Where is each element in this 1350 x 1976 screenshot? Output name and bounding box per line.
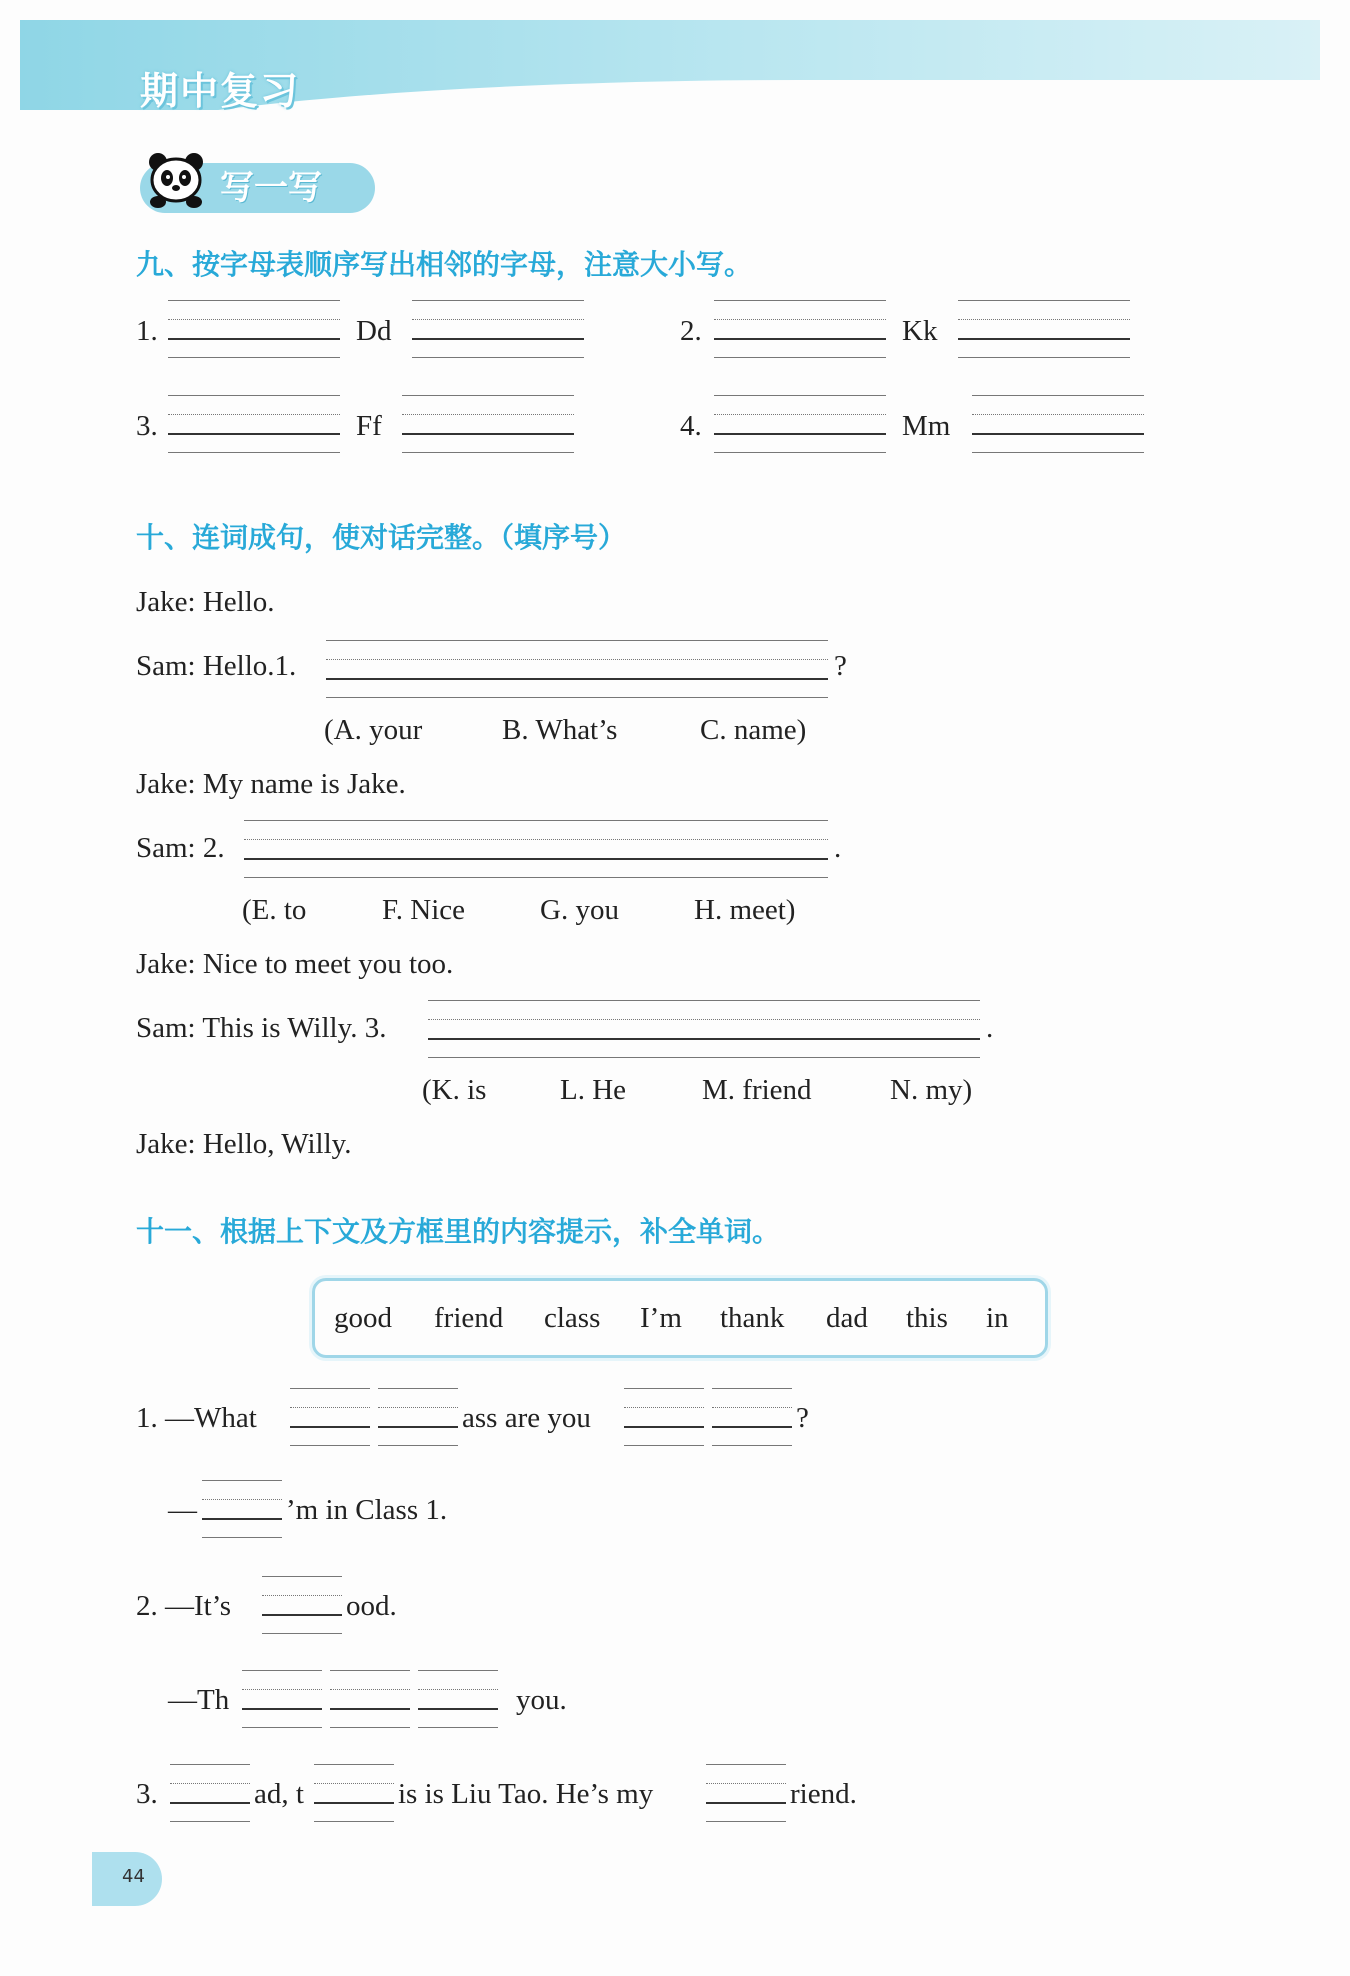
page-number: 44	[122, 1866, 145, 1887]
s11-q2b-blank-1[interactable]	[242, 1670, 322, 1728]
s9-item3-blank-after[interactable]	[402, 395, 574, 453]
s11-q2b-prefix: —Th	[168, 1684, 230, 1716]
s11-q2a-blank[interactable]	[262, 1576, 342, 1634]
word-good: good	[334, 1302, 392, 1334]
dialog-sam-3: Sam: This is Willy. 3.	[136, 1012, 387, 1044]
s9-item4-letter: Mm	[902, 410, 951, 442]
s11-q1a-prefix: 1. —What	[136, 1402, 257, 1434]
s9-item1-blank-after[interactable]	[412, 300, 584, 358]
s11-q3-mid2: is is Liu Tao. He’s my	[398, 1778, 654, 1810]
s9-item2-blank-after[interactable]	[958, 300, 1130, 358]
dialog-sam-1: Sam: Hello.1.	[136, 650, 297, 682]
s9-item1-num: 1.	[136, 315, 158, 347]
dialog-sam-1-end: ?	[834, 650, 847, 682]
s10-q2-option-e: (E. to	[242, 894, 307, 926]
s10-q2-option-f: F. Nice	[382, 894, 466, 926]
s11-q1a-mid: ass are you	[462, 1402, 591, 1434]
s9-item3-blank-before[interactable]	[168, 395, 340, 453]
write-label: 写一写	[220, 168, 322, 208]
s11-q1b-end: ’m in Class 1.	[286, 1494, 448, 1526]
dialog-sam-2: Sam: 2.	[136, 832, 225, 864]
s9-item2-letter: Kk	[902, 315, 938, 347]
s11-q3-blank-1[interactable]	[170, 1764, 250, 1822]
word-class: class	[544, 1302, 601, 1334]
s11-q3-end: riend.	[790, 1778, 857, 1810]
s11-q2b-blank-3[interactable]	[418, 1670, 498, 1728]
s10-q1-option-a: (A. your	[324, 714, 423, 746]
s10-q3-option-m: M. friend	[702, 1074, 812, 1106]
word-thank: thank	[720, 1302, 785, 1334]
word-this: this	[906, 1302, 948, 1334]
s9-item4-blank-after[interactable]	[972, 395, 1144, 453]
s10-q1-option-b: B. What’s	[502, 714, 618, 746]
s10-q3-option-l: L. He	[560, 1074, 627, 1106]
word-dad: dad	[826, 1302, 868, 1334]
s9-item4-blank-before[interactable]	[714, 395, 886, 453]
dialog-jake-4: Jake: Hello, Willy.	[136, 1128, 352, 1160]
s10-answer-2[interactable]	[244, 820, 828, 878]
s9-item1-letter: Dd	[356, 315, 392, 347]
section10-title: 十、连词成句，使对话完整。（填序号）	[136, 521, 627, 554]
header-title: 期中复习	[140, 69, 301, 113]
s11-q3-prefix: 3.	[136, 1778, 158, 1810]
section11-title: 十一、根据上下文及方框里的内容提示，补全单词。	[136, 1215, 781, 1248]
s10-q3-option-k: (K. is	[422, 1074, 487, 1106]
s9-item3-letter: Ff	[356, 410, 382, 442]
s10-answer-1[interactable]	[326, 640, 828, 698]
s10-q2-option-g: G. you	[540, 894, 619, 926]
dialog-jake-3: Jake: Nice to meet you too.	[136, 948, 454, 980]
s9-item2-num: 2.	[680, 315, 702, 347]
s11-q3-blank-3[interactable]	[706, 1764, 786, 1822]
s10-q2-option-h: H. meet)	[694, 894, 796, 926]
word-im: I’m	[640, 1302, 682, 1334]
s10-answer-3[interactable]	[428, 1000, 980, 1058]
s9-item2-blank-before[interactable]	[714, 300, 886, 358]
s11-q2a-end: ood.	[346, 1590, 397, 1622]
s11-q1b-prefix: —	[168, 1494, 197, 1526]
s11-q3-blank-2[interactable]	[314, 1764, 394, 1822]
panda-icon	[144, 150, 208, 210]
s11-q1a-blank-2[interactable]	[378, 1388, 458, 1446]
section9-title: 九、按字母表顺序写出相邻的字母，注意大小写。	[136, 248, 753, 281]
word-friend: friend	[434, 1302, 504, 1334]
s11-q3-mid1: ad, t	[254, 1778, 304, 1810]
dialog-sam-2-end: .	[834, 832, 842, 864]
dialog-sam-3-end: .	[986, 1012, 994, 1044]
s9-item4-num: 4.	[680, 410, 702, 442]
s11-q2b-end: you.	[516, 1684, 567, 1716]
dialog-jake-1: Jake: Hello.	[136, 586, 275, 618]
s9-item3-num: 3.	[136, 410, 158, 442]
s11-q1b-blank[interactable]	[202, 1480, 282, 1538]
s10-q3-option-n: N. my)	[890, 1074, 973, 1106]
s11-q1a-blank-1[interactable]	[290, 1388, 370, 1446]
s11-q1a-blank-3[interactable]	[624, 1388, 704, 1446]
word-in: in	[986, 1302, 1009, 1334]
s11-q2b-blank-2[interactable]	[330, 1670, 410, 1728]
s11-q2a-prefix: 2. —It’s	[136, 1590, 232, 1622]
s9-item1-blank-before[interactable]	[168, 300, 340, 358]
s11-q1a-blank-4[interactable]	[712, 1388, 792, 1446]
s11-q1a-end: ?	[796, 1402, 809, 1434]
s10-q1-option-c: C. name)	[700, 714, 807, 746]
dialog-jake-2: Jake: My name is Jake.	[136, 768, 406, 800]
